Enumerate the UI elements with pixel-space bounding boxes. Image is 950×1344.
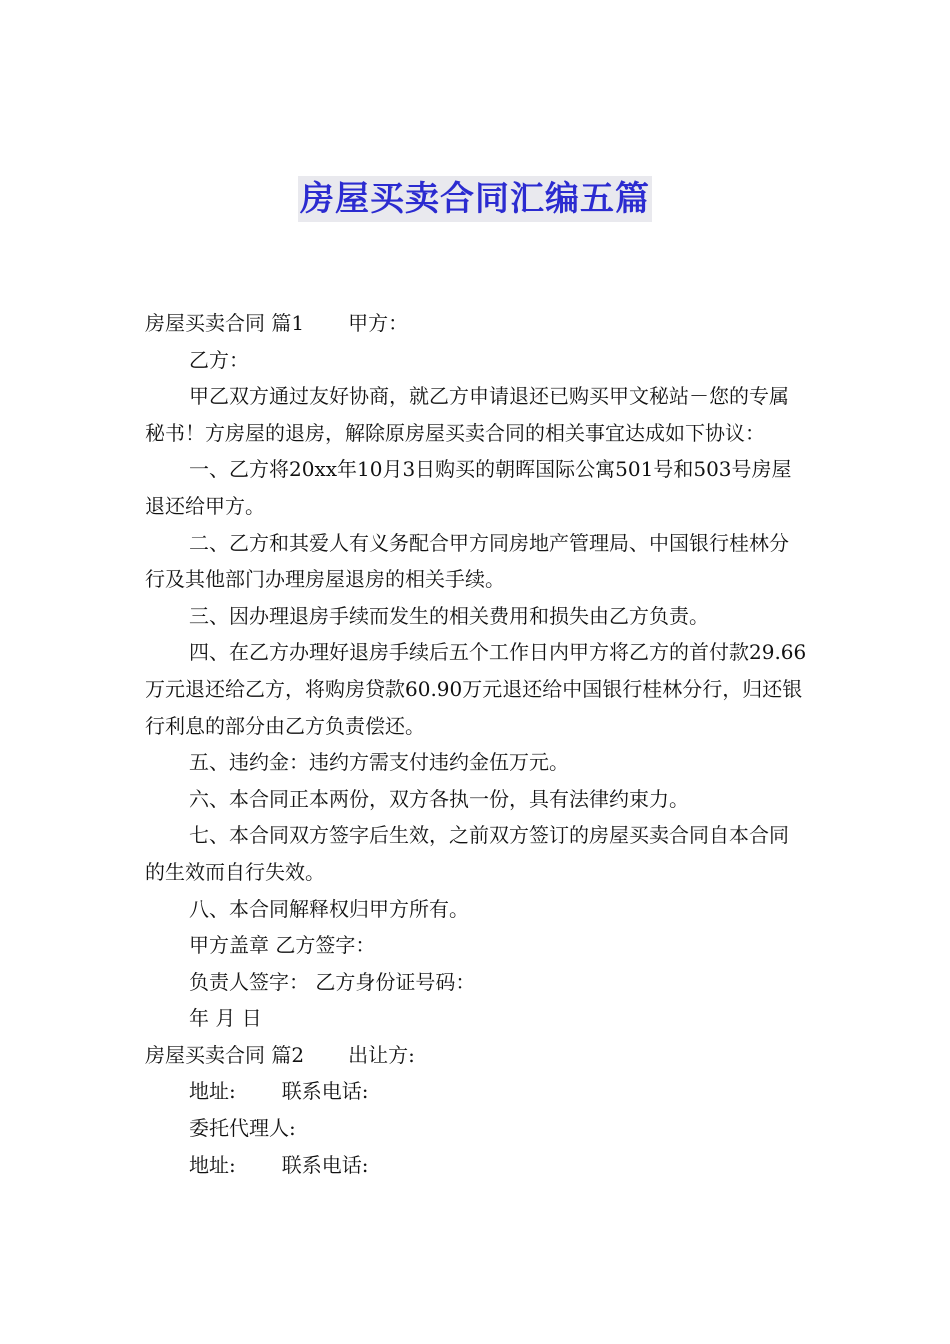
contract1-clause-6: 六、本合同正本两份，双方各执一份，具有法律约束力。 bbox=[189, 786, 689, 811]
title-container bbox=[0, 176, 950, 222]
contract1-date-line: 年 月 日 bbox=[189, 1006, 262, 1031]
contract1-heading-line bbox=[145, 305, 807, 342]
contract2-phone-label: 联系电话: bbox=[281, 1079, 369, 1104]
contract2-phone-label-2: 联系电话: bbox=[281, 1152, 369, 1177]
contract1-clause-2: 二、乙方和其爱人有义务配合甲方同房地产管理局、中国银行桂林分行及其他部门办理房屋退房的相关手续。 bbox=[145, 530, 789, 592]
contract1-heading: 房屋买卖合同 篇1 bbox=[145, 311, 305, 335]
contract1-intro: 甲乙双方通过友好协商，就乙方申请退还已购买甲文秘站－您的专属秘书！方房屋的退房，解除原房屋买卖合同的相关事宜达成如下协议： bbox=[145, 384, 789, 445]
contract1-clause-4: 四、在乙方办理好退房手续后五个工作日内甲方将乙方的首付款29.66万元退还给乙方，将购房贷款60.90万元退还给中国银行桂林分行，归还银行利息的部分由乙方负责偿还。 bbox=[145, 640, 807, 738]
contract1-party-a: 甲方： bbox=[348, 311, 409, 335]
contract1-clause-5: 五、违约金：违约方需支付违约金伍万元。 bbox=[189, 750, 569, 775]
contract1-clause-3: 三、因办理退房手续而发生的相关费用和损失由乙方负责。 bbox=[189, 603, 709, 628]
contract1-clause-1: 一、乙方将20xx年10月3日购买的朝晖国际公寓501号和503号房屋退还给甲方。 bbox=[145, 457, 792, 518]
contract2-address-line bbox=[145, 1073, 807, 1110]
contract1-clause-8: 八、本合同解释权归甲方所有。 bbox=[189, 896, 469, 921]
contract2-seller: 出让方: bbox=[348, 1042, 415, 1067]
contract2-heading-line bbox=[145, 1037, 807, 1074]
contract1-sign-line-1: 甲方盖章 乙方签字： bbox=[189, 933, 376, 958]
contract2-heading: 房屋买卖合同 篇2 bbox=[145, 1042, 305, 1067]
contract2-address-label-2: 地址: bbox=[189, 1152, 236, 1177]
contract2-address-line-2 bbox=[145, 1147, 807, 1184]
contract2-agent-label: 委托代理人: bbox=[189, 1116, 296, 1141]
document-title: 房屋买卖合同汇编五篇 bbox=[298, 176, 652, 222]
contract1-sign-line-2: 负责人签字： 乙方身份证号码： bbox=[189, 969, 476, 994]
document-body bbox=[145, 305, 807, 1183]
contract2-address-label: 地址: bbox=[189, 1079, 236, 1104]
contract1-party-b: 乙方： bbox=[189, 347, 249, 372]
contract1-clause-7: 七、本合同双方签字后生效，之前双方签订的房屋买卖合同自本合同的生效而自行失效。 bbox=[145, 823, 789, 884]
